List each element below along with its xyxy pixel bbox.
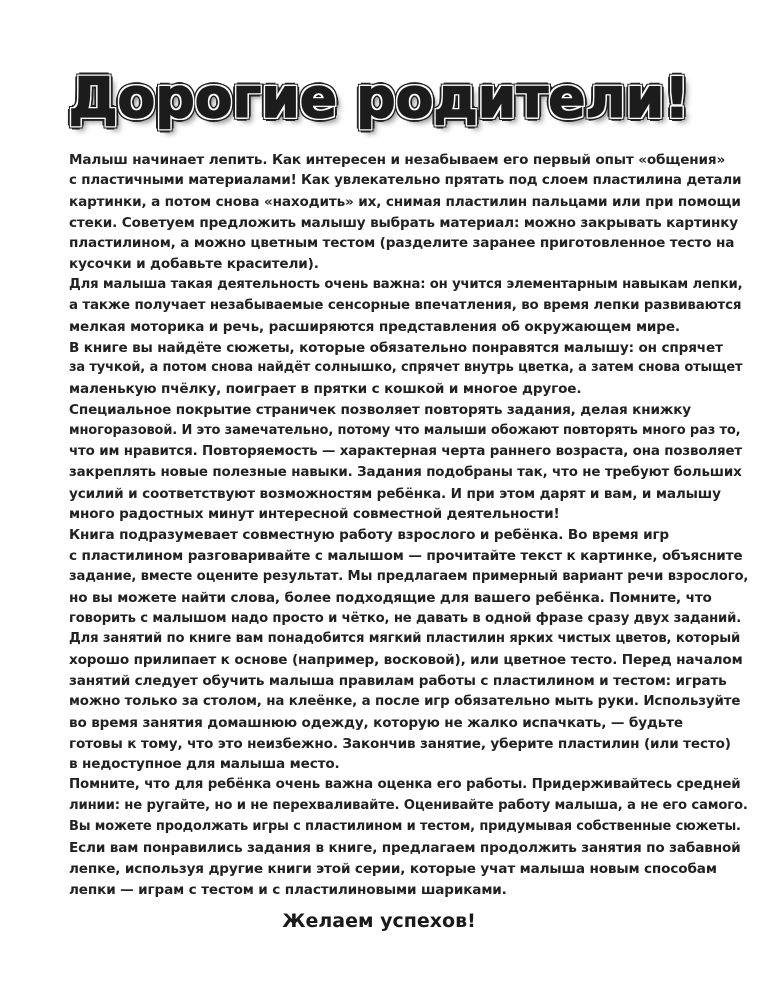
text-line: лепке, используя другие книги этой серии, которые учат малыша новым способам (69, 860, 717, 877)
text-line: что им нравится. Повторяемость — характерная черта раннего возраста, она позволяет (69, 443, 743, 459)
text-line: усилий и соответствуют возможностям ребёнка. И при этом дарят и вам, и малышу (69, 485, 721, 502)
text-line: Для малыша такая деятельность очень важна: он учится элементарным навыкам лепки, (69, 277, 743, 293)
text-line: Помните, что для ребёнка очень важна оценка его работы. Придерживайтесь средней (69, 777, 741, 793)
text-line: многоразовой. И это замечательно, потому что малыши обожают повторять много раз то, (69, 422, 741, 438)
text-line: стеки. Советуем предложить малышу выбрать материал: можно закрывать картинку (69, 214, 738, 231)
text-line: пластилином, а можно цветным тестом (разделите заранее приготовленное тесто на (69, 235, 735, 252)
title-container (0, 58, 758, 138)
text-line: с пластичными материалами! Как увлекательно прятать под слоем пластилина детали (69, 172, 742, 188)
text-line: Специальное покрытие страничек позволяет повторять задания, делая книжку (69, 402, 692, 419)
text-line: Для занятий по книге вам понадобится мягкий пластилин ярких чистых цветов, который (69, 631, 741, 647)
text-line: а также получает незабываемые сенсорные впечатления, во время лепки развиваются (69, 297, 742, 313)
text-line: за тучкой, а потом снова найдёт солнышко, спрячет внутрь цветка, а затем снова отыщет (69, 360, 743, 376)
closing-wish: Желаем успехов! (282, 910, 476, 932)
text-line: Книга подразумевает совместную работу взрослого и ребёнка. Во время игр (69, 527, 669, 544)
text-line: во время занятия домашнюю одежду, которую не жалко испачкать, — будьте (69, 714, 683, 731)
text-line: с пластилином разговаривайте с малышом — прочитайте текст к картинке, объясните (69, 548, 743, 565)
text-line: в недоступное для малыша место. (69, 756, 340, 773)
text-line: Если вам понравились задания в книге, предлагаем продолжить занятия по забавной (69, 839, 741, 856)
text-line: хорошо прилипает к основе (например, восковой), или цветное тесто. Перед началом (69, 652, 743, 669)
text-line: можно только за столом, на клеёнке, а после игр обязательно мыть руки. Используйте (69, 693, 741, 709)
text-line: занятий следует обучить малыша правилам работы с пластилином и тестом: играть (69, 673, 727, 690)
text-line: В книге вы найдёте сюжеты, которые обязательно понравятся малышу: он спрячет (69, 339, 723, 356)
text-line: линии: не ругайте, но и не перехваливайте. Оценивайте работу малыша, а не его самого. (69, 798, 748, 814)
letter-body (69, 150, 749, 900)
text-line: мелкая моторика и речь, расширяются представления об окружающем мире. (69, 318, 680, 335)
text-line: но вы можете найти слова, более подходящие для вашего ребёнка. Помните, что (69, 589, 712, 606)
text-line: маленькую пчёлку, поиграет в прятки с кошкой и многое другое. (69, 381, 582, 398)
text-line: картинки, а потом снова «находить» их, снимая пластилин пальцами или при помощи (69, 193, 741, 210)
text-line: Вы можете продолжать игры с пластилином и тестом, придумывая собственные сюжеты. (69, 819, 741, 834)
text-line: готовы к тому, что это неизбежно. Закончив занятие, уберите пластилин (или тесто) (69, 735, 731, 752)
text-line: много радостных минут интересной совместной деятельности! (69, 506, 560, 523)
text-line: Малыш начинает лепить. Как интересен и незабываем его первый опыт «общения» (69, 152, 726, 168)
text-line: лепки — играм с тестом и с пластилиновыми шариками. (69, 881, 507, 898)
text-line: кусочки и добавьте красители). (69, 256, 319, 273)
text-line: закреплять новые полезные навыки. Задания подобраны так, что не требуют больших (69, 464, 742, 480)
page-title: Дорогие родители! (68, 66, 690, 130)
text-line: говорить с малышом надо просто и чётко, не давать в одной фразе сразу двух заданий. (69, 610, 742, 626)
text-line: задание, вместе оцените результат. Мы предлагаем примерный вариант речи взрослого, (69, 568, 749, 584)
